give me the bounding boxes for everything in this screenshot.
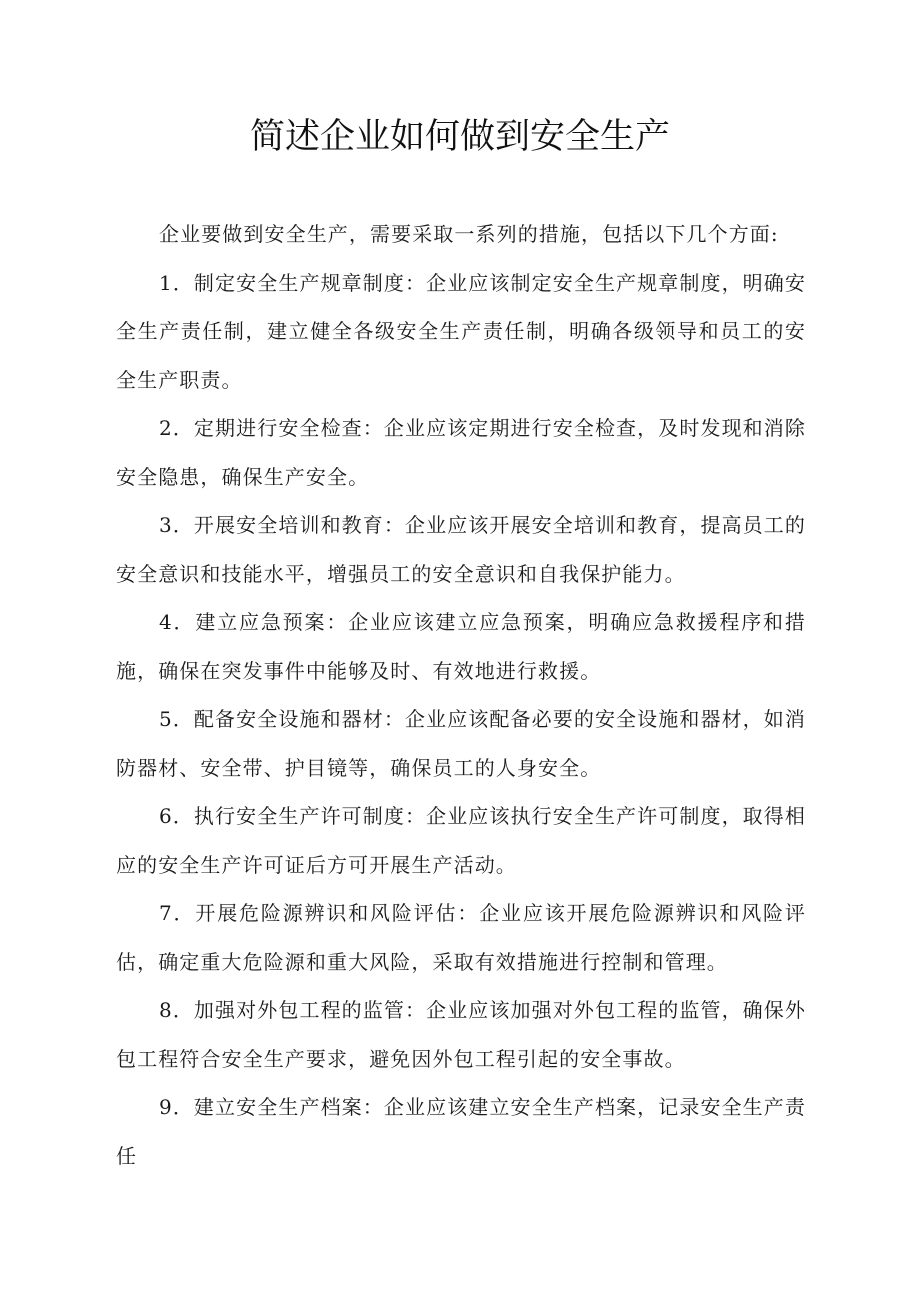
- item-paragraph-4: 4．建立应急预案：企业应该建立应急预案，明确应急救援程序和措施，确保在突发事件中能够及时、有效地进行救援。: [116, 610, 806, 683]
- item-paragraph-6: 6．执行安全生产许可制度：企业应该执行安全生产许可制度，取得相应的安全生产许可证后方可开展生产活动。: [116, 804, 806, 877]
- item-paragraph-1: 1．制定安全生产规章制度：企业应该制定安全生产规章制度，明确安全生产责任制，建立健全各级安全生产责任制，明确各级领导和员工的安全生产职责。: [116, 270, 806, 392]
- item-paragraph-8: 8．加强对外包工程的监管：企业应该加强对外包工程的监管，确保外包工程符合安全生产要求，避免因外包工程引起的安全事故。: [116, 998, 806, 1071]
- item-paragraph-9: 9．建立安全生产档案：企业应该建立安全生产档案，记录安全生产责任: [116, 1095, 806, 1168]
- document-title: 简述企业如何做到安全生产: [249, 117, 670, 157]
- item-paragraph-7: 7．开展危险源辨识和风险评估：企业应该开展危险源辨识和风险评估，确定重大危险源和重大风险，采取有效措施进行控制和管理。: [116, 901, 806, 974]
- item-paragraph-5: 5．配备安全设施和器材：企业应该配备必要的安全设施和器材，如消防器材、安全带、护目镜等，确保员工的人身安全。: [116, 707, 806, 780]
- item-paragraph-2: 2．定期进行安全检查：企业应该定期进行安全检查，及时发现和消除安全隐患，确保生产安全。: [116, 416, 806, 489]
- intro-paragraph: 企业要做到安全生产，需要采取一系列的措施，包括以下几个方面:: [159, 222, 779, 246]
- document-body: [116, 210, 806, 1180]
- item-paragraph-3: 3．开展安全培训和教育：企业应该开展安全培训和教育，提高员工的安全意识和技能水平，增强员工的安全意识和自我保护能力。: [116, 513, 806, 586]
